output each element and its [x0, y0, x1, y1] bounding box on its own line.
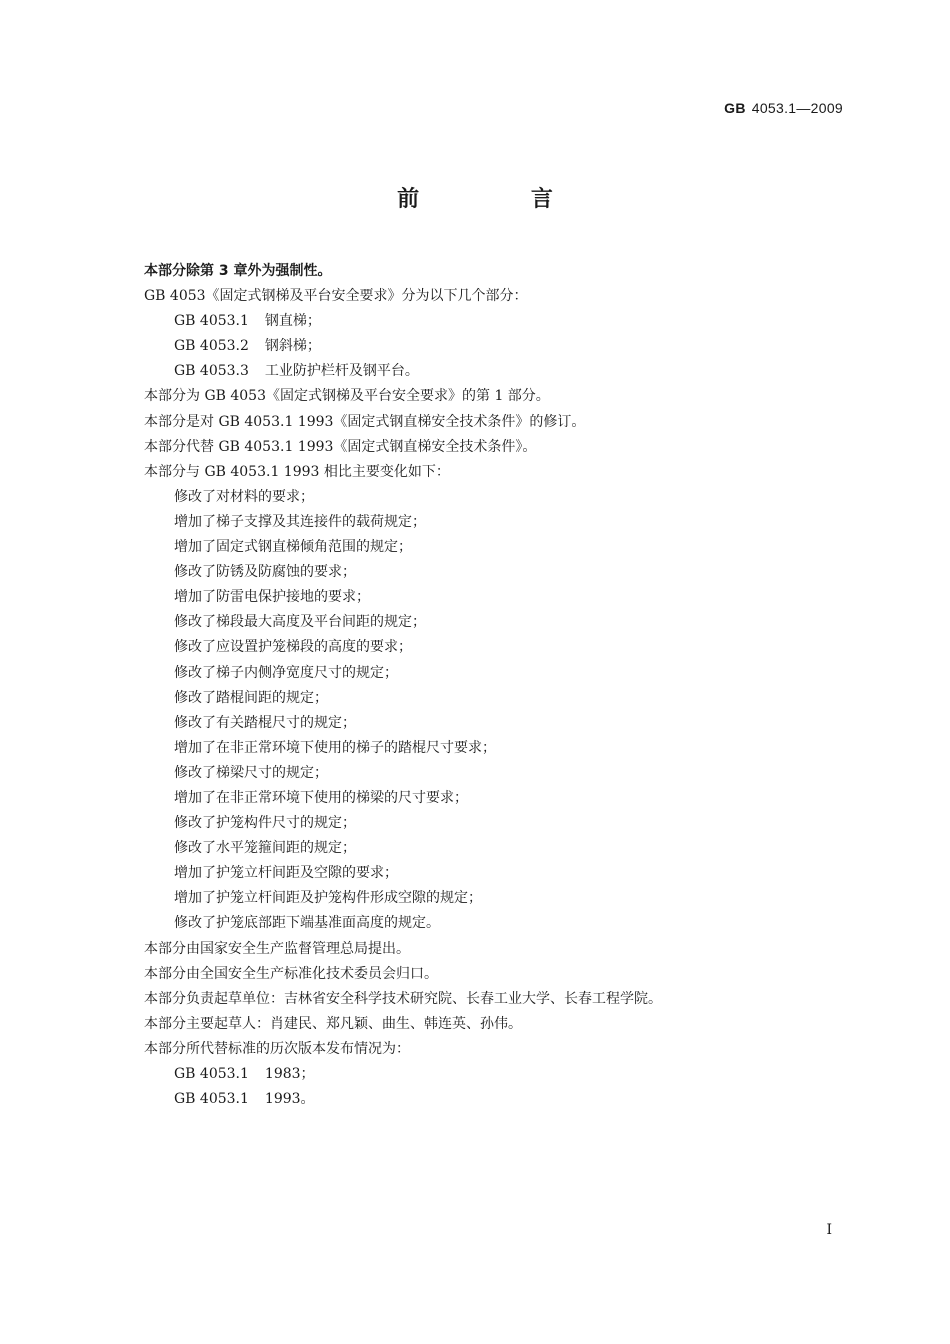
centralized-by-statement: 本部分由全国安全生产标准化技术委员会归口。: [144, 965, 438, 982]
change-item: 增加了梯子支撑及其连接件的载荷规定；: [174, 513, 426, 530]
standard-prefix: GB: [724, 100, 746, 116]
parts-intro: GB 4053《固定式钢梯及平台安全要求》分为以下几个部分：: [144, 288, 528, 305]
page-title: 前 言: [397, 187, 605, 212]
is-part-1-statement: 本部分为 GB 4053《固定式钢梯及平台安全要求》的第 1 部分。: [144, 388, 550, 405]
change-item: 修改了踏棍间距的规定；: [174, 689, 328, 706]
part-code: GB 4053.2: [174, 338, 249, 355]
part-name: 钢直梯；: [264, 313, 321, 330]
drafters-statement: 本部分主要起草人：肖建民、郑凡颖、曲生、韩连英、孙伟。: [144, 1015, 522, 1032]
change-item: 增加了在非正常环境下使用的梯梁的尺寸要求；: [174, 789, 468, 806]
change-item: 增加了固定式钢直梯倾角范围的规定；: [174, 539, 412, 556]
part-name: 钢斜梯；: [264, 338, 321, 355]
history-intro: 本部分所代替标准的历次版本发布情况为：: [144, 1040, 410, 1057]
change-item: 修改了梯子内侧净宽度尺寸的规定；: [174, 664, 398, 681]
changes-intro: 本部分与 GB 4053.1 1993 相比主要变化如下：: [144, 463, 450, 480]
standard-number: 4053.1—2009: [751, 100, 843, 116]
standard-code: [724, 100, 843, 116]
change-item: 修改了水平笼箍间距的规定；: [174, 840, 356, 857]
part-item-2: [144, 334, 844, 359]
replaces-statement: 本部分代替 GB 4053.1 1993《固定式钢直梯安全技术条件》。: [144, 438, 537, 455]
change-item: 修改了防锈及防腐蚀的要求；: [174, 564, 356, 581]
change-item: 修改了梯梁尺寸的规定；: [174, 764, 328, 781]
part-name: 工业防护栏杆及钢平台。: [264, 363, 419, 380]
history-year: 1983；: [264, 1066, 315, 1082]
mandatory-statement: 本部分除第 3 章外为强制性。: [144, 263, 332, 279]
drafting-units-statement: 本部分负责起草单位：吉林省安全科学技术研究院、长春工业大学、长春工程学院。: [144, 990, 662, 1007]
proposed-by-statement: 本部分由国家安全生产监督管理总局提出。: [144, 940, 410, 957]
part-code: GB 4053.1: [174, 313, 249, 330]
history-code: GB 4053.1: [174, 1091, 249, 1108]
change-item: 修改了护笼构件尺寸的规定；: [174, 815, 356, 832]
history-year: 1993。: [264, 1091, 315, 1108]
change-item: 修改了有关踏棍尺寸的规定；: [174, 714, 356, 731]
part-item-3: [144, 359, 844, 384]
change-item: 增加了护笼立杆间距及空隙的要求；: [174, 865, 398, 882]
change-item: 修改了梯段最大高度及平台间距的规定；: [174, 614, 426, 631]
revision-statement: 本部分是对 GB 4053.1 1993《固定式钢直梯安全技术条件》的修订。: [144, 413, 586, 430]
history-item-1: [144, 1062, 844, 1087]
part-item-1: [144, 309, 844, 334]
document-body: [144, 259, 844, 1112]
history-code: GB 4053.1: [174, 1066, 249, 1082]
change-item: 修改了护笼底部距下端基准面高度的规定。: [174, 915, 440, 932]
change-item: 增加了在非正常环境下使用的梯子的踏棍尺寸要求；: [174, 739, 496, 756]
part-code: GB 4053.3: [174, 363, 249, 380]
change-item: 修改了应设置护笼梯段的高度的要求；: [174, 639, 412, 656]
history-item-2: [144, 1087, 844, 1112]
change-item: 修改了对材料的要求；: [174, 488, 314, 505]
change-item: 增加了护笼立杆间距及护笼构件形成空隙的规定；: [174, 890, 482, 907]
change-item: 增加了防雷电保护接地的要求；: [174, 589, 370, 606]
page-number: I: [826, 1222, 832, 1238]
